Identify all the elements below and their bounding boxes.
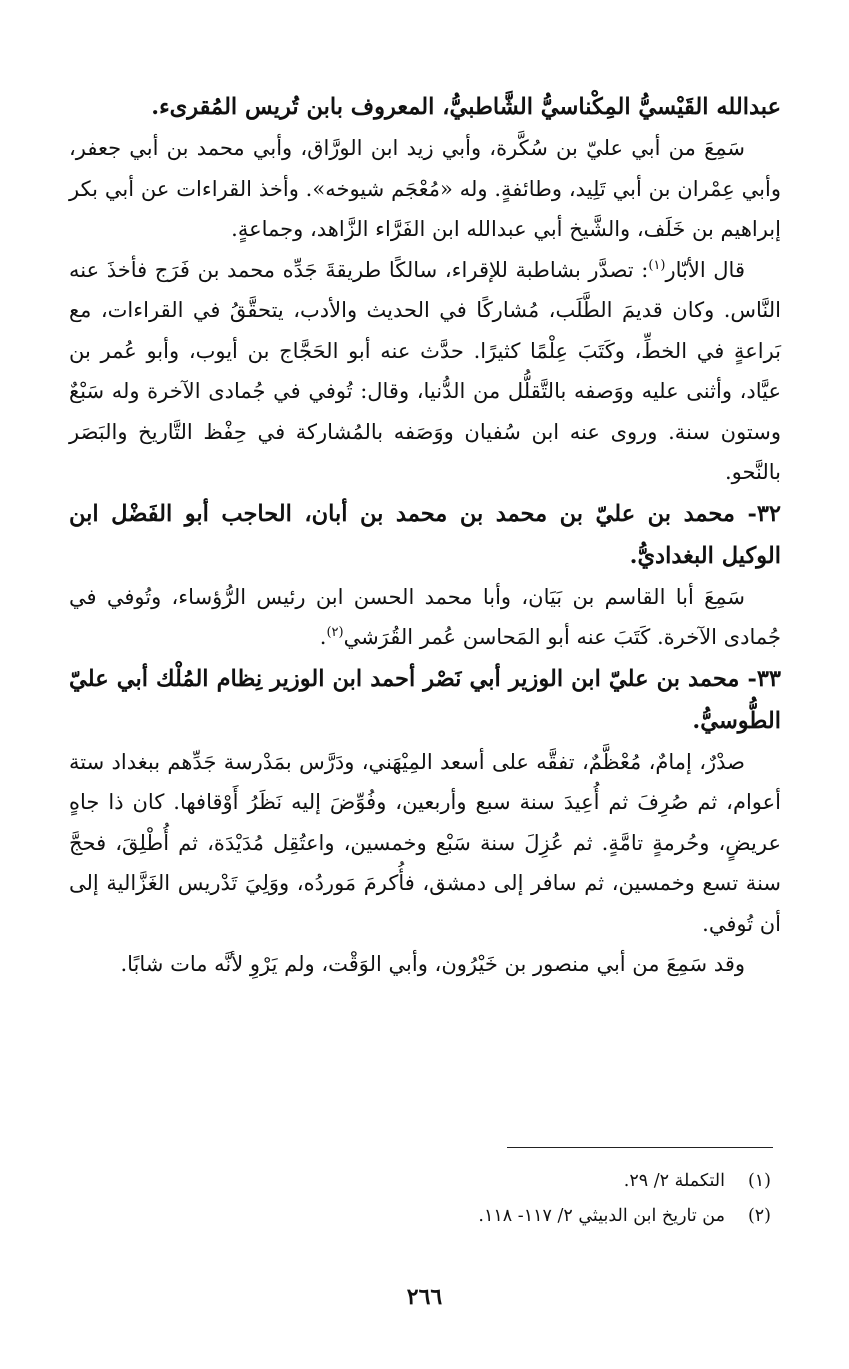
footnote-1 (71, 1164, 771, 1199)
paragraph-2 (69, 250, 781, 493)
entry-continuation-line: عبدالله القَيْسيُّ المِكْناسيُّ الشَّاطبيُّ، المعروف بابن تُريس المُقرىء. (151, 94, 781, 120)
entry-heading-32: ٣٢- محمد بن عليّ بن محمد بن محمد بن أبان، الحاجب أبو الفَضْل ابن الوكيل البغداديُّ. (69, 500, 781, 569)
page-number: ٢٦٦ (406, 1284, 443, 1310)
paragraph-3-end: . (319, 625, 327, 649)
entry-heading-33: ٣٣- محمد بن عليّ ابن الوزير أبي نَصْر أحمد ابن الوزير نِظام المُلْك أبي عليّ الطُّوسيُّ. (69, 665, 781, 734)
paragraph-1: سَمِعَ من أبي عليّ بن سُكَّرة، وأبي زيد ابن الورَّاق، وأبي محمد بن أبي جعفر، وأبي عِمْران بن أبي تَلِيد، وطائفةٍ. وله «مُعْجَم شيوخه». وأخذ القراءات عن أبي بكر إبراهيم بن خَلَف، والشَّيخ أبي عبدالله ابن الفَرَّاء الزَّاهد، وجماعةٍ. (69, 136, 781, 241)
paragraph-5: وقد سَمِعَ من أبي منصور بن خَيْرُون، وأبي الوَقْت، ولم يَرْوِ لأنَّه مات شابًا. (120, 952, 745, 976)
footnote-divider (507, 1147, 773, 1148)
paragraph-4: صدْرٌ، إمامٌ، مُعْظَّمٌ، تفقَّه على أسعد المِيْهَني، ودَرَّس بمَدْرسة جَدِّهم ببغداد ستة أعوام، ثم صُرِفَ ثم أُعِيدَ سنة سبع وأربعين، وفُوِّضَ إليه نَظَرُ أَوْقافها. كان ذا جاهٍ عريضٍ، وحُرمةٍ تامَّةٍ. ثم عُزِلَ سنة سَبْع وخمسين، واعتُقِل مُدَيْدَة، ثم أُطْلِقَ، فحجَّ سنة تسع وخمسين، ثم سافر إلى دمشق، فأُكرمَ مَوردُه، ووَلِيَ تَدْريس الغَزَّالية إلى أن تُوفي. (69, 749, 781, 936)
footnote-text: من تاريخ ابن الدبيثي ٢/ ١١٧- ١١٨. (478, 1206, 725, 1226)
footnotes (71, 1164, 771, 1234)
paragraph-3-start: سَمِعَ أبا القاسم بن بَيَان، وأبا محمد الحسن ابن رئيس الرُّؤساء، وتُوفي في جُمادى الآخرة. كَتَبَ عنه أبو المَحاسن عُمر القُرَشي (69, 584, 781, 649)
footnote-text: التكملة ٢/ ٢٩. (623, 1171, 725, 1191)
footnote-ref-2: (٢) (326, 625, 344, 640)
paragraph-2-start: قال الأبّار (665, 257, 745, 282)
footnote-number: (٢) (747, 1206, 771, 1226)
footnote-ref-1: (١) (648, 257, 666, 273)
footnote-number: (١) (747, 1171, 771, 1191)
page-body (69, 86, 781, 985)
footnote-2 (71, 1199, 771, 1234)
paragraph-3 (69, 577, 781, 658)
paragraph-2-rest: : تصدَّر بشاطبة للإقراء، سالكًا طريقةَ جَدِّه محمد بن فَرَج فأخذَ عنه النَّاس. وكان قديمَ الطَّلَب، مُشاركًا في الحديث والأدب، يتحقَّقُ في القراءات، مع بَراعةٍ في الخطِّ، وكَتَبَ عِلْمًا كثيرًا. حدَّث عنه أبو الحَجَّاج بن أيوب، وأبو عُمر بن عيَّاد، وأثنى عليه ووَصفه بالتَّقلُّل من الدُّنيا، وقال: تُوفي في جُمادى الآخرة وله سَبْعٌ وستون سنة. وروى عنه ابن سُفيان ووَصَفه بالمُشاركة في حِفْظ التَّاريخ والبَصَر بالنَّحو. (69, 257, 781, 484)
